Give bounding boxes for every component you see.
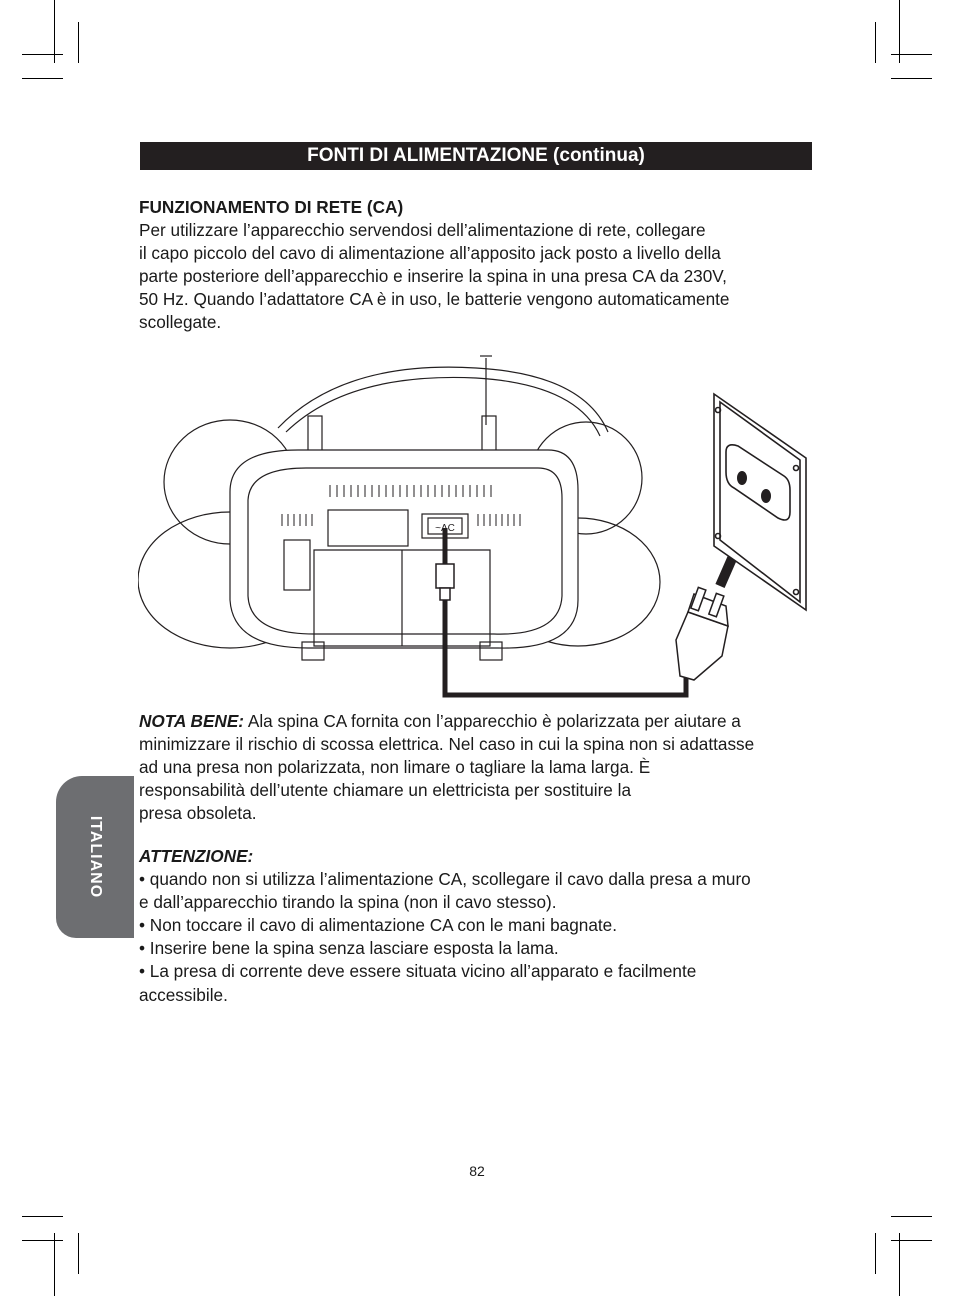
- paragraph-line: minimizzare il rischio di scossa elettrica. Nel caso in cui la spina non si adattasse: [139, 734, 755, 755]
- note-label: NOTA BENE:: [139, 711, 245, 731]
- paragraph-line: • La presa di corrente deve essere situata vicino all’apparato e facilmente: [139, 961, 697, 982]
- paragraph-line: e dall’apparecchio tirando la spina (non il cavo stesso).: [139, 892, 557, 913]
- paragraph-line: 50 Hz. Quando l’adattatore CA è in uso, le batterie vengono automaticamente: [139, 289, 730, 310]
- language-tab: [56, 776, 134, 938]
- paragraph-line: parte posteriore dell’apparecchio e inserire la spina in una presa CA da 230V,: [139, 266, 727, 287]
- ac-connection-illustration: [138, 350, 814, 700]
- ac-jack-label: ~AC: [435, 523, 455, 534]
- paragraph-line: • Non toccare il cavo di alimentazione CA con le mani bagnate.: [139, 915, 617, 936]
- paragraph-line: ad una presa non polarizzata, non limare o tagliare la lama larga. È: [139, 757, 651, 778]
- language-tab-label: ITALIANO: [87, 815, 104, 899]
- paragraph-line: scollegate.: [139, 312, 222, 333]
- note-section: [139, 710, 815, 825]
- paragraph-line: Per utilizzare l’apparecchio servendosi dell’alimentazione di rete, collegare: [139, 220, 706, 241]
- ac-operation-section: [139, 196, 815, 335]
- wall-plug: [676, 587, 728, 680]
- paragraph-line: presa obsoleta.: [139, 803, 257, 824]
- small-plug: [436, 564, 454, 588]
- boombox-drawing: [138, 356, 660, 660]
- outlet-hole: [737, 471, 747, 485]
- paragraph-line: il capo piccolo del cavo di alimentazione all’apposito jack posto a livello della: [139, 243, 721, 264]
- section-heading: FUNZIONAMENTO DI RETE (CA): [139, 197, 404, 217]
- warning-section: [139, 845, 815, 1007]
- outlet-hole: [761, 489, 771, 503]
- paragraph-line: • quando non si utilizza l’alimentazione CA, scollegare il cavo dalla presa a muro: [139, 869, 751, 890]
- section-title-bar: FONTI DI ALIMENTAZIONE (continua): [140, 142, 812, 170]
- paragraph-line: accessibile.: [139, 984, 228, 1005]
- warning-label: ATTENZIONE:: [139, 846, 254, 866]
- paragraph-line: Ala spina CA fornita con l’apparecchio è polarizzata per aiutare a: [244, 711, 741, 731]
- paragraph-line: responsabilità dell’utente chiamare un elettricista per sostituire la: [139, 780, 632, 801]
- paragraph-line: • Inserire bene la spina senza lasciare esposta la lama.: [139, 938, 559, 959]
- page-number: 82: [469, 1163, 485, 1179]
